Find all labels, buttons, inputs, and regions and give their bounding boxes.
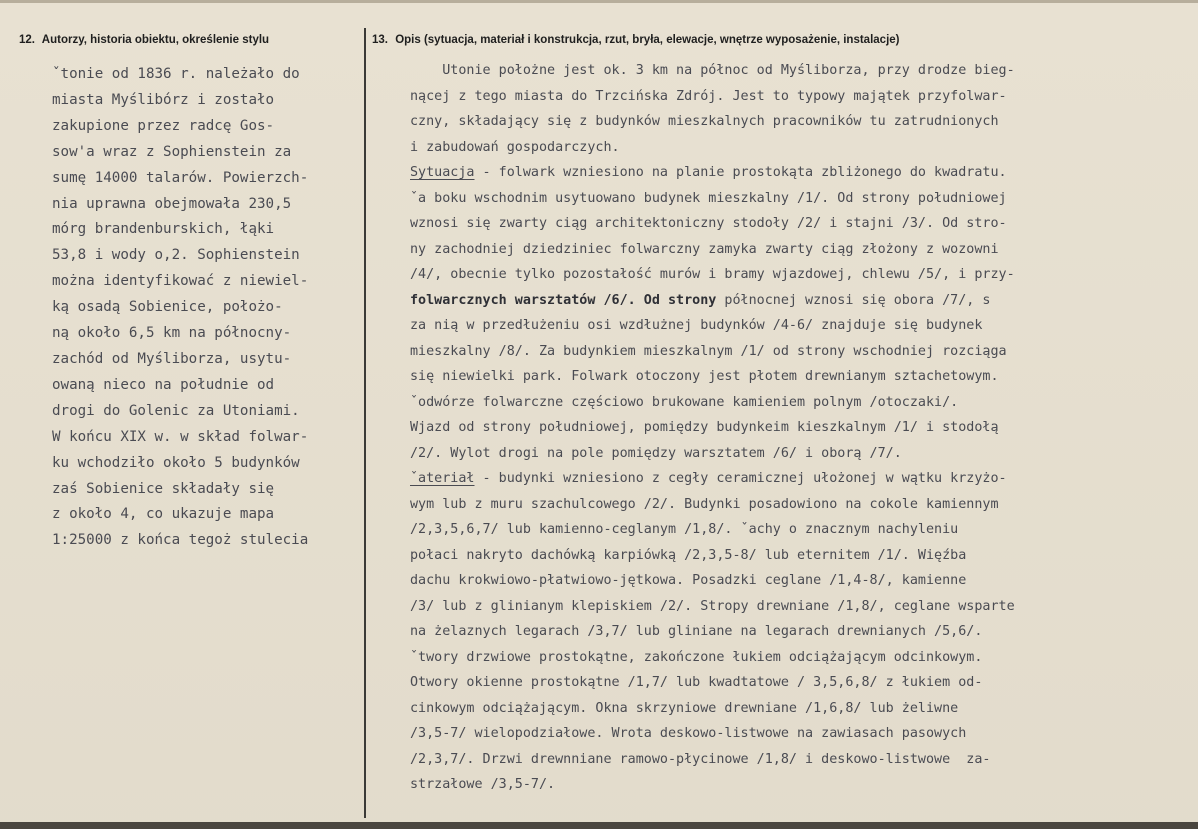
description-line-text: mieszkalny /8/. Za budynkiem mieszkalnym /1/ od strony wschodniej rozciąga	[410, 343, 1007, 359]
subheading: Sytuacja	[410, 165, 475, 180]
column-divider	[364, 28, 366, 818]
history-line: zachód od Myśliborza, usytu-	[52, 350, 292, 367]
history-line: sumę 14000 talarów. Powierzch-	[52, 169, 309, 186]
description-line	[410, 645, 1190, 671]
description-line-text: ˇodwórze folwarczne częściowo brukowane kamieniem polnym /otoczaki/.	[410, 394, 959, 410]
description-line-text: Otwory okienne prostokątne /1,7/ lub kwadtatowe / 3,5,6,8/ z łukiem od-	[410, 675, 983, 690]
history-line: ˇtonie od 1836 r. należało do	[52, 66, 300, 82]
description-line-text: północnej wznosi się obora /7/, s	[724, 292, 991, 308]
description-line	[410, 747, 1190, 773]
description-line-text: Wjazd od strony południowej, pomiędzy budynkeim kieszkalnym /1/ i stodołą	[410, 420, 999, 435]
description-line-text: za nią w przedłużeniu osi wzdłużnej budynków /4-6/ znajduje się budynek	[410, 318, 983, 333]
description-text	[410, 58, 1190, 798]
card-top-edge	[0, 0, 1198, 3]
history-text	[52, 62, 358, 554]
history-line: W końcu XIX w. w skład folwar-	[52, 428, 309, 445]
description-line-text: połaci nakryto dachówką karpiówką /2,3,5-8/ lub eternitem /1/. Więźba	[410, 547, 967, 563]
description-line-text: Utonie położne jest ok. 3 km na północ od Myśliborza, przy drodze bieg-	[410, 63, 1015, 78]
description-line	[410, 492, 1190, 518]
history-line: mórg brandenburskich, łąki	[52, 221, 275, 238]
subheading: ˇateriał	[410, 471, 475, 486]
description-line-text: - budynki wzniesiono z cegły ceramicznej ułożonej w wątku krzyżo-	[474, 471, 1007, 486]
description-line-text: wym lub z muru szachulcowego /2/. Budynki posadowiono na cokole kamiennym	[410, 496, 999, 512]
history-line: można identyfikować z niewiel-	[52, 273, 309, 290]
description-line	[410, 58, 1190, 84]
description-line	[410, 211, 1190, 237]
description-line-text: ny zachodniej dziedziniec folwarczny zamyka zwarty ciąg złożony z wozowni	[410, 241, 999, 257]
description-line	[410, 543, 1190, 569]
description-line	[410, 135, 1190, 161]
description-line	[410, 568, 1190, 594]
description-line	[410, 288, 1190, 314]
history-line: zaś Sobienice składały się	[52, 480, 275, 497]
card-bottom-edge	[0, 822, 1198, 829]
description-line-text: dachu krokwiowo-płatwiowo-jętkowa. Posadzki ceglane /1,4-8/, kamienne	[410, 573, 967, 588]
description-line	[410, 84, 1190, 110]
description-line	[410, 313, 1190, 339]
description-line	[410, 441, 1190, 467]
description-line-text: ˇtwory drzwiowe prostokątne, zakończone łukiem odciążającym odcinkowym.	[410, 649, 983, 665]
description-line	[410, 109, 1190, 135]
description-line-text: /2,3,7/. Drzwi drewnniane ramowo-płycinowe /1,8/ i deskowo-listwowe za-	[410, 751, 991, 767]
description-line-text: się niewielki park. Folwark otoczony jest płotem drewnianym sztachetowym.	[410, 369, 999, 384]
history-line: ku wchodziło około 5 budynków	[52, 454, 300, 471]
section-13-title: Opis (sytuacja, materiał i konstrukcja, rzut, bryła, elewacje, wnętrze wyposażenie, instalacje)	[395, 34, 900, 46]
section-12-header	[19, 34, 269, 50]
description-line	[410, 670, 1190, 696]
history-line: sow'a wraz z Sophienstein za	[52, 143, 292, 160]
description-line	[410, 415, 1190, 441]
history-line: miasta Myślibórz i zostało	[52, 91, 275, 108]
section-12-number: 12.	[19, 34, 35, 46]
overtyped-text: folwarcznych warsztatów /6/. Od strony	[410, 292, 725, 308]
history-line: drogi do Golenic za Utoniami.	[52, 402, 300, 419]
description-line-text: nącej z tego miasta do Trzcińska Zdrój. Jest to typowy majątek przyfolwar-	[410, 88, 1007, 104]
description-line-text: /3,5-7/ wielopodziałowe. Wrota deskowo-listwowe na zawiasach pasowych	[410, 726, 967, 741]
history-line: nia uprawna obejmowała 230,5	[52, 195, 292, 212]
history-line: ką osadą Sobienice, położo-	[52, 299, 283, 316]
description-line	[410, 594, 1190, 620]
description-line	[410, 262, 1190, 288]
description-line-text: /2/. Wylot drogi na pole pomiędzy warsztatem /6/ i oborą /7/.	[410, 445, 902, 461]
description-line	[410, 186, 1190, 212]
description-line	[410, 466, 1190, 492]
description-line-text: wznosi się zwarty ciąg architektoniczny stodoły /2/ i stajni /3/. Od stro-	[410, 216, 1007, 231]
description-line-text: i zabudowań gospodarczych.	[410, 139, 620, 155]
section-12-title: Autorzy, historia obiektu, określenie stylu	[41, 34, 270, 46]
description-line	[410, 160, 1190, 186]
history-line: zakupione przez radcę Gos-	[52, 117, 275, 134]
history-line: 53,8 i wody o,2. Sophienstein	[52, 247, 300, 264]
history-line: z około 4, co ukazuje mapa	[52, 506, 275, 523]
description-line-text: czny, składający się z budynków mieszkalnych pracowników tu zatrudnionych	[410, 114, 999, 129]
description-line	[410, 339, 1190, 365]
description-line	[410, 721, 1190, 747]
history-line: owaną nieco na południe od	[52, 376, 275, 393]
description-line-text: strzałowe /3,5-7/.	[410, 777, 556, 792]
description-line	[410, 364, 1190, 390]
description-line-text: - folwark wzniesiono na planie prostokąta zbliżonego do kwadratu.	[474, 165, 1007, 180]
description-line-text: cinkowym odciążającym. Okna skrzyniowe drewniane /1,6,8/ lub żeliwne	[410, 700, 959, 716]
history-line: 1:25000 z końca tegoż stulecia	[52, 532, 309, 549]
description-line-text: /3/ lub z glinianym klepiskiem /2/. Stropy drewniane /1,8/, ceglane wsparte	[410, 598, 1015, 614]
description-line	[410, 772, 1190, 798]
description-line	[410, 517, 1190, 543]
description-line	[410, 390, 1190, 416]
history-line: ną około 6,5 km na północny-	[52, 325, 292, 342]
description-line	[410, 619, 1190, 645]
section-13-number: 13.	[372, 34, 388, 46]
description-line	[410, 696, 1190, 722]
section-13-header	[372, 34, 900, 50]
description-line	[410, 237, 1190, 263]
description-line-text: /4/, obecnie tylko pozostałość murów i bramy wjazdowej, chlewu /5/, i przy-	[410, 267, 1015, 282]
description-line-text: /2,3,5,6,7/ lub kamienno-ceglanym /1,8/. ˇachy o znacznym nachyleniu	[410, 522, 959, 537]
description-line-text: na żelaznych legarach /3,7/ lub gliniane na legarach drewnianych /5,6/.	[410, 624, 983, 639]
description-line-text: ˇa boku wschodnim usytuowano budynek mieszkalny /1/. Od strony południowej	[410, 190, 1007, 206]
